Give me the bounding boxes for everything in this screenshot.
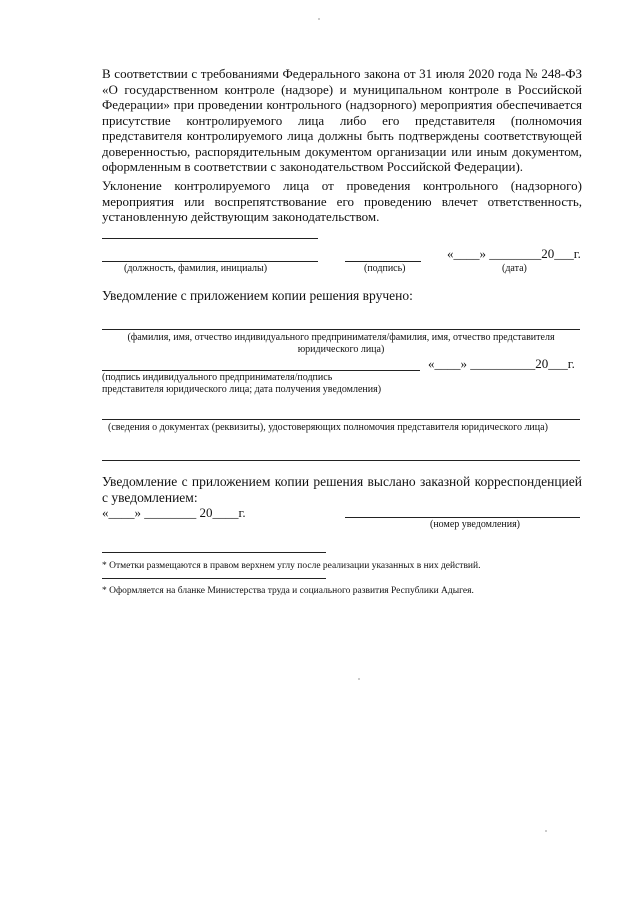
footnote-2: * Оформляется на бланке Министерства труда и социального развития Республики Адыгея. (102, 586, 474, 596)
position-line-upper (102, 238, 318, 239)
position-line (102, 261, 318, 262)
sign-date-field: «____» ________20___г. (447, 246, 581, 261)
mailed-date-field: «____» ________ 20____г. (102, 505, 246, 520)
scan-speck (358, 678, 360, 680)
caption-date: (дата) (502, 263, 527, 274)
documents-line-2 (102, 460, 580, 461)
responsibility-paragraph: Уклонение контролируемого лица от проведения контрольного (надзорного) мероприятия или воспрепятствование его проведению влечет ответственность, установленную действующим законодательством. (102, 178, 582, 224)
caption-recipient-signature-1: (подпись индивидуального предпринимателя/подпись (102, 372, 333, 383)
scan-speck (318, 18, 320, 20)
footnote-separator-2 (102, 578, 326, 579)
delivered-date-field: «____» __________20___г. (428, 356, 575, 371)
documents-line (102, 419, 580, 420)
delivered-heading: Уведомление с приложением копии решения вручено: (102, 288, 413, 303)
caption-signature: (подпись) (364, 263, 406, 274)
recipient-signature-line (102, 370, 420, 371)
legal-requirement-paragraph: В соответствии с требованиями Федерального закона от 31 июля 2020 года № 248-ФЗ «О государственном контроле (надзоре) и муниципальном контроле в Российской Федерации» при проведении контрольного (надзорного) мероприятия обеспечивается присутствие контролируемого лица либо его представителя (полномочия представителя контролируемого лица должны быть подтверждены соответствующей доверенностью, распорядительным документом организации или иным документом, оформленным в соответствии с законодательством Российской Федерации). (102, 66, 582, 174)
caption-documents: (сведения о документах (реквизиты), удостоверяющих полномочия представителя юридического лица) (108, 422, 548, 433)
scan-speck (545, 830, 547, 832)
caption-recipient-name: (фамилия, имя, отчество индивидуального предпринимателя/фамилия, имя, отчество представителя юридического лица) (127, 332, 555, 355)
signature-line (345, 261, 421, 262)
caption-recipient-signature-2: представителя юридического лица; дата получения уведомления) (102, 384, 382, 395)
notice-number-line (345, 517, 580, 518)
caption-notice-number: (номер уведомления) (430, 519, 521, 530)
mailed-heading: Уведомление с приложением копии решения выслано заказной корреспонденцией с уведомлением: (102, 474, 582, 505)
footnote-1: * Отметки размещаются в правом верхнем углу после реализации указанных в них действий. (102, 561, 481, 571)
caption-position: (должность, фамилия, инициалы) (124, 263, 268, 274)
footnote-separator (102, 552, 326, 553)
recipient-name-line (102, 329, 580, 330)
